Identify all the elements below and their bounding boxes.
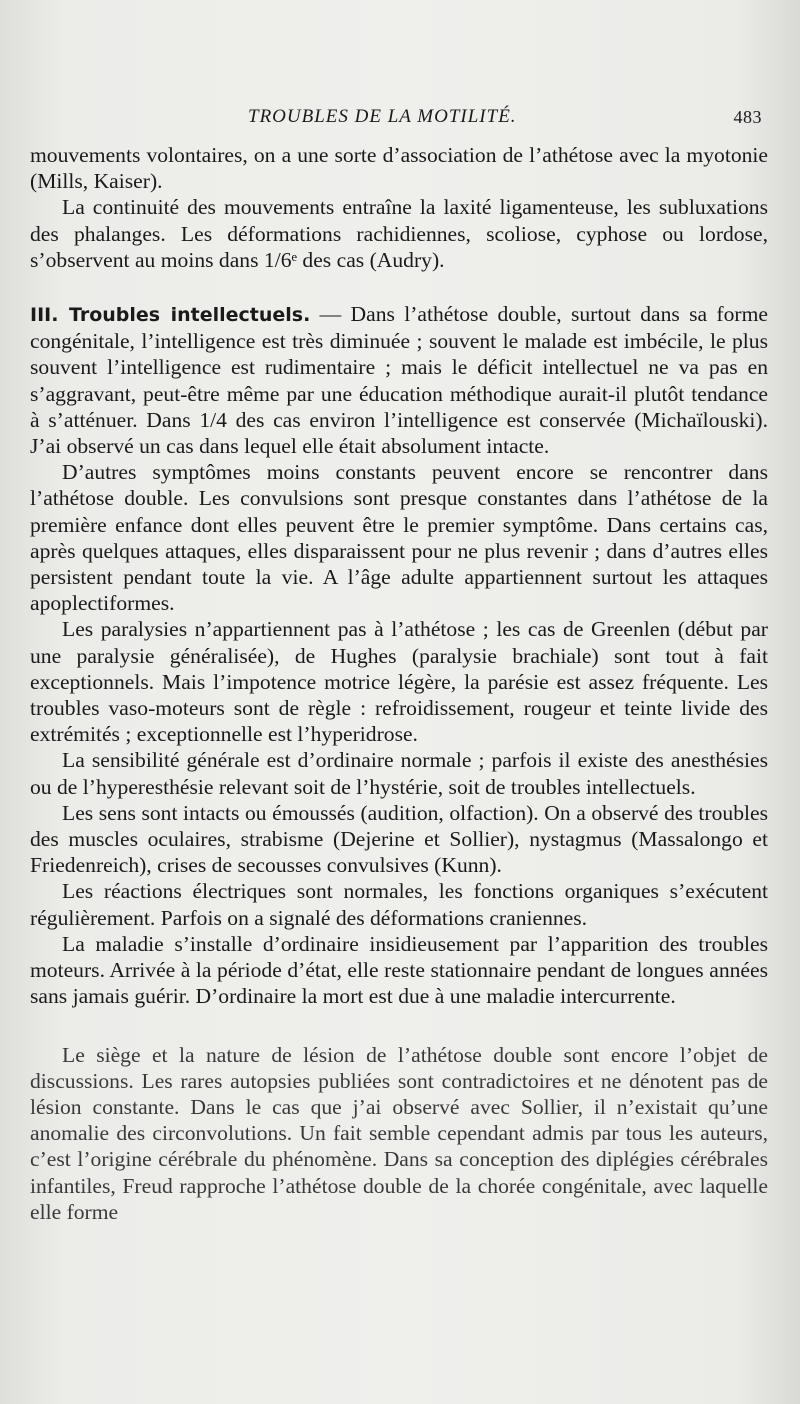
paragraph: Le siège et la nature de lésion de l’athétose double sont encore l’objet de discussions. Les rares autopsies publiées sont contradictoires et ne dénotent pas de lésion constante. Dans le cas que j’ai observé avec Sollier, il n’existait qu’une anomalie des circonvolutions. Un fait semble cependant admis par tous les auteurs, c’est l’origine cérébrale du phénomène. Dans sa conception des diplégies cérébrales infantiles, Freud rapproche l’athétose double de la chorée congénitale, avec laquelle elle forme <box>30 1042 768 1224</box>
paragraph: Les sens sont intacts ou émoussés (audition, olfaction). On a observé des troubles des muscles oculaires, strabisme (Dejerine et Sollier), nystagmus (Massalongo et Friedenreich), crises de secousses convulsives (Kunn). <box>30 800 768 878</box>
paragraph: La continuité des mouvements entraîne la laxité ligamenteuse, les subluxations des phalanges. Les déformations rachidiennes, scoliose, cyphose ou lordose, s’observent au moins dans 1/6ᵉ des cas (Audry). <box>30 195 768 272</box>
paragraph: mouvements volontaires, on a une sorte d’association de l’athétose avec la myotonie (Mills, Kaiser). <box>30 143 768 194</box>
paragraph: D’autres symptômes moins constants peuvent encore se rencontrer dans l’athétose double. Les convulsions sont presque constantes dans l’athétose de la première enfance dont elles peuvent être le premier symptôme. Dans certains cas, après quelques attaques, elles disparaissent pour ne plus revenir ; dans d’autres elles persistent pendant toute la vie. A l’âge adulte appartiennent surtout les attaques apoplectiformes. <box>30 460 768 616</box>
section-text: — Dans l’athétose double, surtout dans sa forme congénitale, l’intelligence est très diminuée ; souvent le malade est imbécile, le plus souvent l’intelligence est rudimentaire ; mais le déficit intellectuel ne va pas en s’aggravant, peut-être même par une éducation méthodique aurait-il plutôt tendance à s’atténuer. Dans 1/4 des cas environ l’intelligence est conservée (Michaïlouski). J’ai observé un cas dans lequel elle était absolument intacte. <box>30 302 768 459</box>
page-header <box>30 103 770 131</box>
paragraph: Les paralysies n’appartiennent pas à l’athétose ; les cas de Greenlen (début par une paralysie généralisée), de Hughes (paralysie brachiale) sont tout à fait exceptionnels. Mais l’impotence motrice légère, la parésie est assez fréquente. Les troubles vaso-moteurs sont de règle : refroidissement, rougeur et teinte livide des extrémités ; exceptionnelle est l’hyperidrose. <box>30 617 768 747</box>
page-number: 483 <box>733 107 762 127</box>
paragraph: Les réactions électriques sont normales, les fonctions organiques s’exécutent régulièrement. Parfois on a signalé des déformations craniennes. <box>30 879 768 930</box>
section-heading: III. Troubles intellectuels. <box>30 304 311 327</box>
paragraph: La sensibilité générale est d’ordinaire normale ; parfois il existe des anesthésies ou de l’hyperesthésie relevant soit de l’hystérie, soit de troubles intellectuels. <box>30 748 768 799</box>
body-text <box>30 142 768 1225</box>
running-title: TROUBLES DE LA MOTILITÉ. <box>248 106 517 127</box>
paragraph: La maladie s’installe d’ordinaire insidieusement par l’apparition des troubles moteurs. Arrivée à la période d’état, elle reste stationnaire pendant de longues années sans jamais guérir. D’ordinaire la mort est due à une maladie intercurrente. <box>30 931 768 1009</box>
paragraph-section-iii <box>30 301 768 459</box>
